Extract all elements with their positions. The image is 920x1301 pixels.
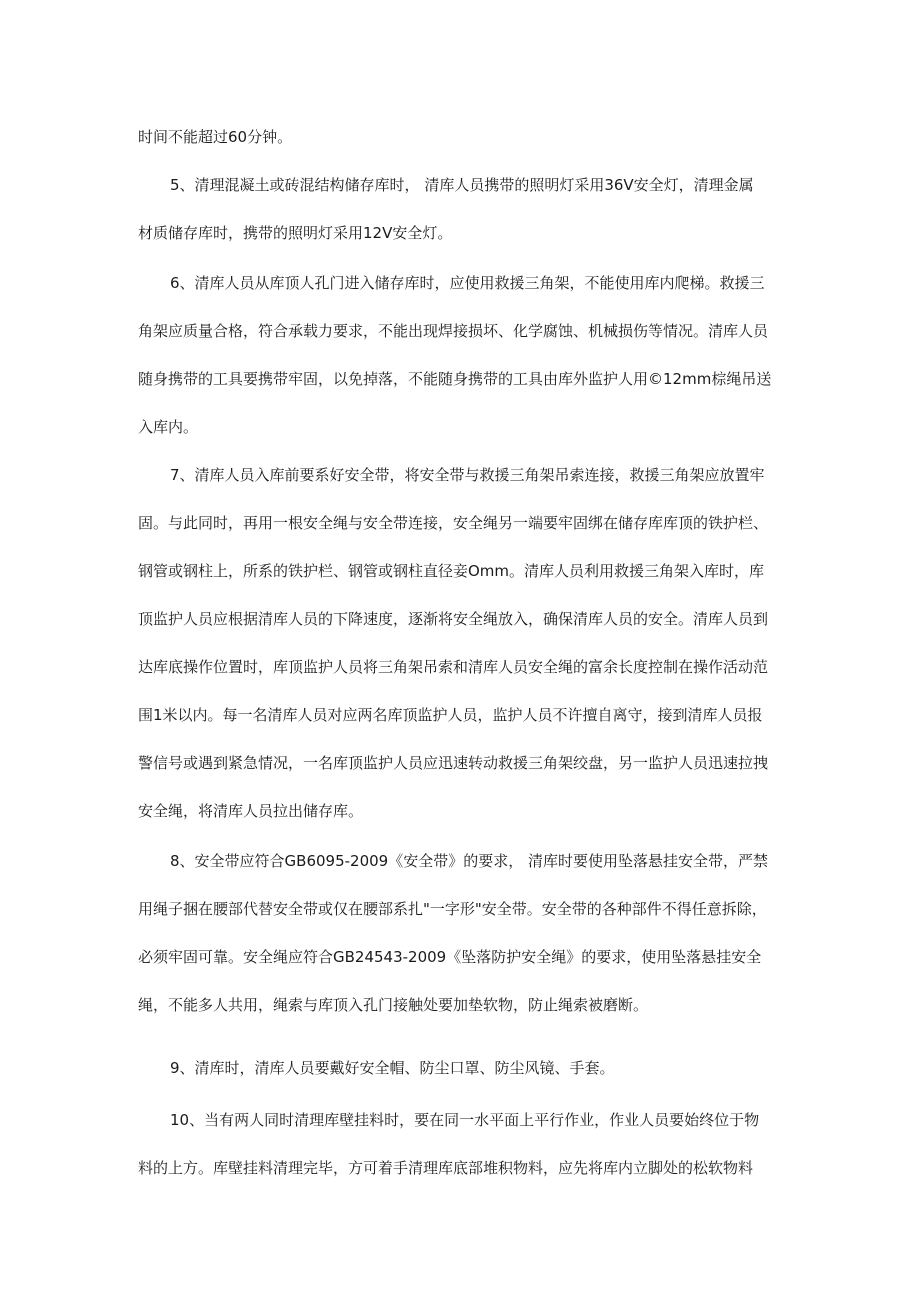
text-line: 角架应质量合格，符合承载力要求，不能出现焊接损坏、化学腐蚀、机械损伤等情况。清库人员	[138, 322, 769, 340]
text-line: 7、清库人员入库前要系好安全带，将安全带与救援三角架吊索连接，救援三角架应放置牢	[170, 466, 765, 484]
text-line: 绳，不能多人共用，绳索与库顶入孔门接触处要加垫软物，防止绳索被磨断。	[138, 996, 649, 1014]
text-line: 10、当有两人同时清理库壁挂料时，要在同一水平面上平行作业，作业人员要始终位于物	[170, 1111, 760, 1129]
paragraph-9	[138, 1044, 783, 1092]
text-line: 用绳子捆在腰部代替安全带或仅在腰部系扎"一字形"安全带。安全带的各种部件不得任意拆除，	[138, 900, 767, 918]
text-line: 入库内。	[138, 418, 199, 436]
text-line: 必须牢固可靠。安全绳应符合GB24543-2009《坠落防护安全绳》的要求，使用坠落悬挂安全	[138, 948, 762, 966]
paragraph-5	[138, 161, 783, 257]
text-line: 固。与此同时，再用一根安全绳与安全带连接，安全绳另一端要牢固绑在储存库库顶的铁护栏、	[138, 514, 769, 532]
text-line: 随身携带的工具要携带牢固，以免掉落，不能随身携带的工具由库外监护人用©12mm棕绳吊送	[138, 370, 772, 388]
paragraph-4-tail	[138, 113, 783, 161]
text-line: 材质储存库时，携带的照明灯采用12V安全灯。	[138, 224, 453, 242]
text-line: 时间不能超过60分钟。	[138, 128, 293, 146]
paragraph-7	[138, 451, 783, 835]
text-line: 围1米以内。每一名清库人员对应两名库顶监护人员，监护人员不许擅自离守，接到清库人员报	[138, 706, 763, 724]
paragraph-8	[138, 837, 783, 1029]
text-line: 5、清理混凝土或砖混结构储存库时， 清库人员携带的照明灯采用36V安全灯，清理金属	[170, 176, 754, 194]
text-line: 料的上方。库壁挂料清理完毕，方可着手清理库底部堆积物料，应先将库内立脚处的松软物料	[138, 1159, 754, 1177]
text-line: 安全绳，将清库人员拉出储存库。	[138, 802, 364, 820]
text-line: 顶监护人员应根据清库人员的下降速度，逐渐将安全绳放入，确保清库人员的安全。清库人员到	[138, 610, 769, 628]
paragraph-6	[138, 259, 783, 451]
text-line: 9、清库时，清库人员要戴好安全帽、防尘口罩、防尘风镜、手套。	[170, 1059, 615, 1077]
text-line: 钢管或钢柱上，所系的铁护栏、钢管或钢柱直径妾Omm。清库人员利用救援三角架入库时，库	[138, 562, 765, 580]
text-line: 警信号或遇到紧急情况，一名库顶监护人员应迅速转动救援三角架绞盘，另一监护人员迅速拉拽	[138, 754, 769, 772]
text-line: 6、清库人员从库顶人孔门进入储存库时，应使用救援三角架，不能使用库内爬梯。救援三	[170, 274, 765, 292]
paragraph-10	[138, 1096, 783, 1192]
text-line: 达库底操作位置时，库顶监护人员将三角架吊索和清库人员安全绳的富余长度控制在操作活动范	[138, 658, 769, 676]
text-line: 8、安全带应符合GB6095-2009《安全带》的要求， 清库时要使用坠落悬挂安全带，严禁	[170, 852, 768, 870]
